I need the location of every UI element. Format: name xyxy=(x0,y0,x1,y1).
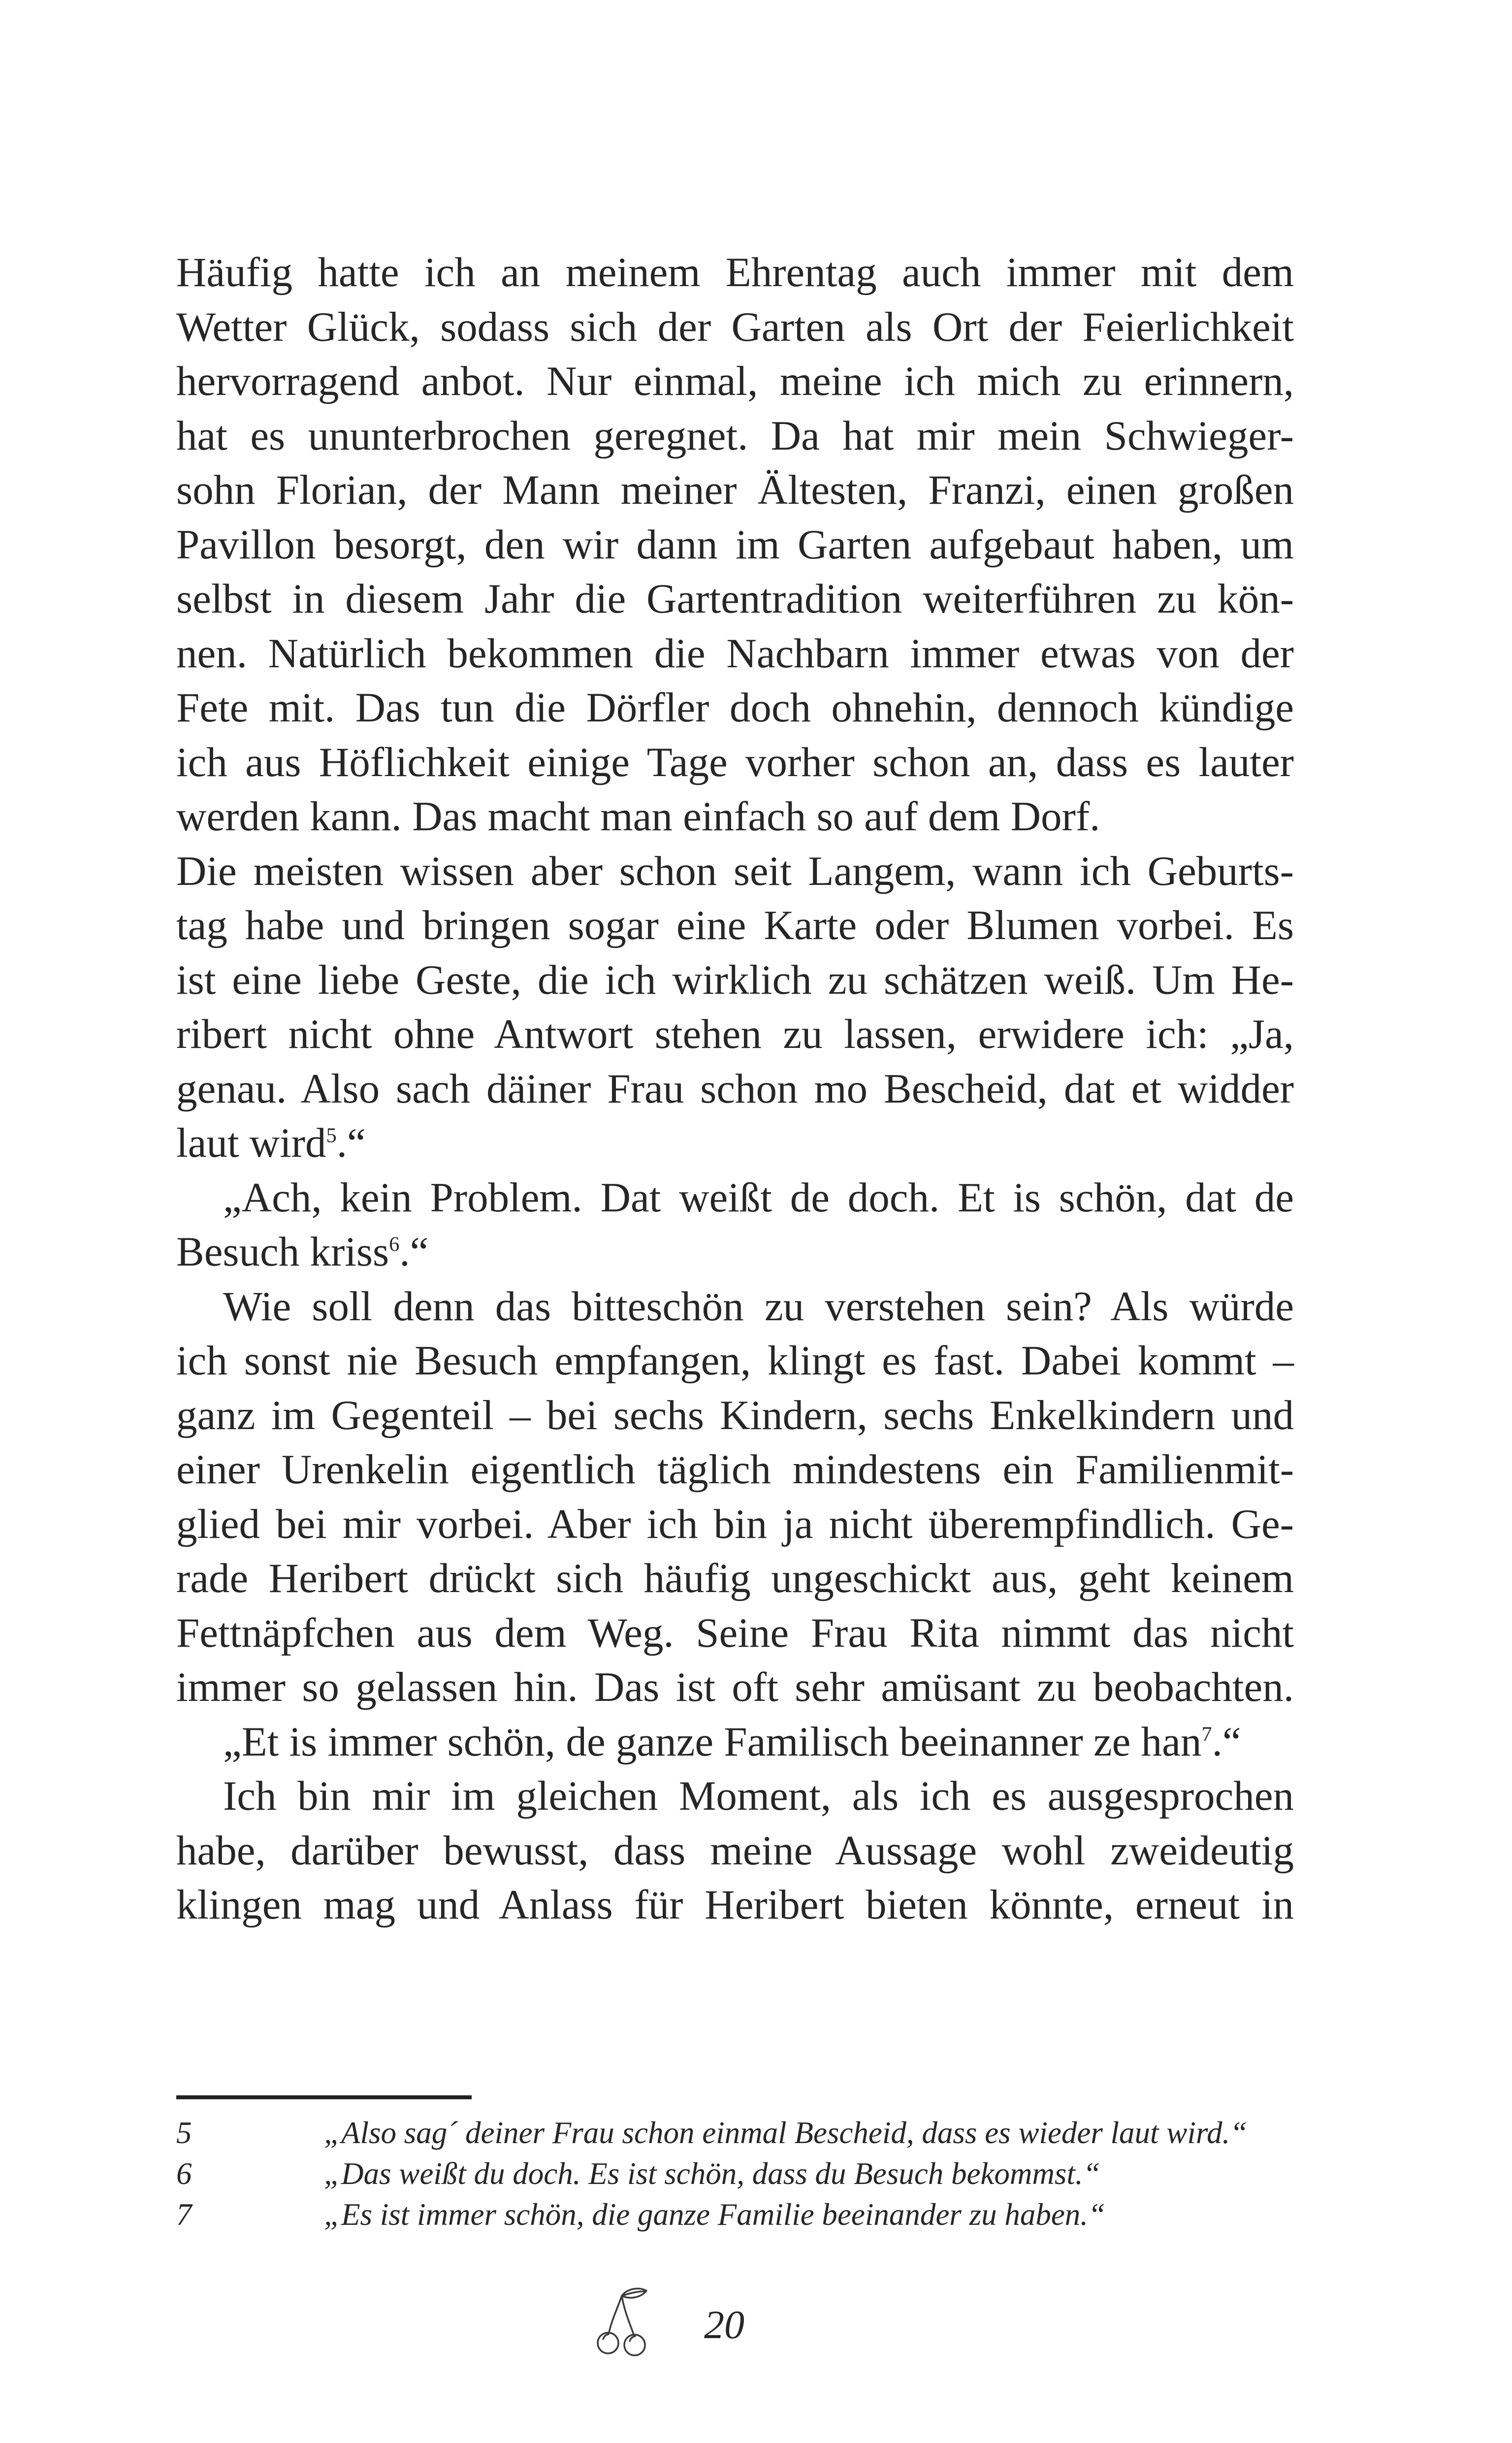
footnote-ref: 6 xyxy=(389,1233,400,1256)
line-text-after: .“ xyxy=(1212,1718,1241,1765)
footnote-number: 6 xyxy=(176,2156,192,2191)
text-line: einer Urenkelin eigentlich täglich mindestens ein Familienmit- xyxy=(176,1446,1294,1493)
text-line: Pavillon besorgt, den wir dann im Garten aufgebaut haben, um xyxy=(176,521,1294,568)
footnote-text: „Es ist immer schön, die ganze Familie beeinander zu haben.“ xyxy=(324,2197,1106,2232)
text-line: ich aus Höflichkeit einige Tage vorher schon an, dass es lauter xyxy=(176,739,1294,785)
text-line xyxy=(176,1715,1294,1769)
line-text-after: .“ xyxy=(399,1229,429,1275)
text-line: sohn Florian, der Mann meiner Ältesten, Franzi, einen großen xyxy=(176,467,1294,513)
text-line: Wetter Glück, sodass sich der Garten als Ort der Feierlichkeit xyxy=(176,303,1294,350)
text-line: werden kann. Das macht man einfach so auf dem Dorf. xyxy=(176,793,1100,840)
line-text-after: .“ xyxy=(336,1120,366,1166)
text-line: ganz im Gegenteil – bei sechs Kindern, sechs Enkelkindern und xyxy=(176,1392,1294,1438)
text-line: habe, darüber bewusst, dass meine Aussage wohl zweideutig xyxy=(176,1827,1294,1874)
cherry-icon xyxy=(593,2285,652,2359)
text-line: selbst in diesem Jahr die Gartentradition weiterführen zu kön- xyxy=(176,576,1294,622)
line-text: laut wird xyxy=(176,1120,326,1166)
text-line: Häufig hatte ich an meinem Ehrentag auch immer mit dem xyxy=(176,249,1294,295)
footnote-number: 5 xyxy=(176,2116,192,2150)
text-line: Ich bin mir im gleichen Moment, als ich es ausgesprochen xyxy=(223,1773,1294,1819)
text-line: ribert nicht ohne Antwort stehen zu lassen, erwidere ich: „Ja, xyxy=(176,1011,1294,1057)
text-line: ist eine liebe Geste, die ich wirklich zu schätzen weiß. Um He- xyxy=(176,956,1294,1003)
text-line: ich sonst nie Besuch empfangen, klingt es fast. Dabei kommt – xyxy=(176,1337,1294,1384)
footnote-text: „Also sag´ deiner Frau schon einmal Bescheid, dass es wieder laut wird.“ xyxy=(324,2116,1248,2150)
footnote-item xyxy=(176,2153,1309,2194)
body-text xyxy=(176,245,1294,1932)
footnote-item xyxy=(176,2194,1309,2235)
text-line: glied bei mir vorbei. Aber ich bin ja nicht überempfindlich. Ge- xyxy=(176,1500,1294,1547)
text-line: Fete mit. Das tun die Dörfler doch ohnehin, dennoch kündige xyxy=(176,684,1294,731)
footnote-divider xyxy=(176,2095,472,2099)
text-line: Wie soll denn das bitteschön zu verstehen sein? Als würde xyxy=(223,1283,1294,1330)
footnote-ref: 7 xyxy=(1201,1723,1212,1746)
text-line xyxy=(176,1225,1294,1279)
text-line: Fettnäpfchen aus dem Weg. Seine Frau Rita nimmt das nicht xyxy=(176,1609,1294,1656)
text-line: immer so gelassen hin. Das ist oft sehr amüsant zu beobachten. xyxy=(176,1664,1294,1710)
line-text: Besuch kriss xyxy=(176,1229,389,1275)
text-line: nen. Natürlich bekommen die Nachbarn immer etwas von der xyxy=(176,630,1294,677)
text-line: hat es ununterbrochen geregnet. Da hat mir mein Schwieger- xyxy=(176,412,1294,459)
text-line: hervorragend anbot. Nur einmal, meine ich mich zu erinnern, xyxy=(176,358,1294,404)
text-line: rade Heribert drückt sich häufig ungeschickt aus, geht keinem xyxy=(176,1555,1294,1601)
text-line: tag habe und bringen sogar eine Karte oder Blumen vorbei. Es xyxy=(176,902,1294,948)
page-number: 20 xyxy=(704,2302,744,2347)
footnotes xyxy=(176,2113,1309,2235)
footnote-number: 7 xyxy=(176,2197,192,2232)
text-line xyxy=(176,1116,1294,1171)
line-text: „Et is immer schön, de ganze Familisch beeinanner ze han xyxy=(223,1718,1202,1765)
text-line: „Ach, kein Problem. Dat weißt de doch. Et is schön, dat de xyxy=(223,1174,1294,1221)
text-line: genau. Also sach däiner Frau schon mo Bescheid, dat et widder xyxy=(176,1065,1294,1112)
footnote-item xyxy=(176,2113,1309,2153)
text-line: Die meisten wissen aber schon seit Langem, wann ich Geburts- xyxy=(176,847,1294,894)
footnote-text: „Das weißt du doch. Es ist schön, dass du Besuch bekommst.“ xyxy=(324,2156,1100,2191)
text-line: klingen mag und Anlass für Heribert bieten könnte, erneut in xyxy=(176,1882,1294,1928)
footnote-ref: 5 xyxy=(326,1124,337,1147)
